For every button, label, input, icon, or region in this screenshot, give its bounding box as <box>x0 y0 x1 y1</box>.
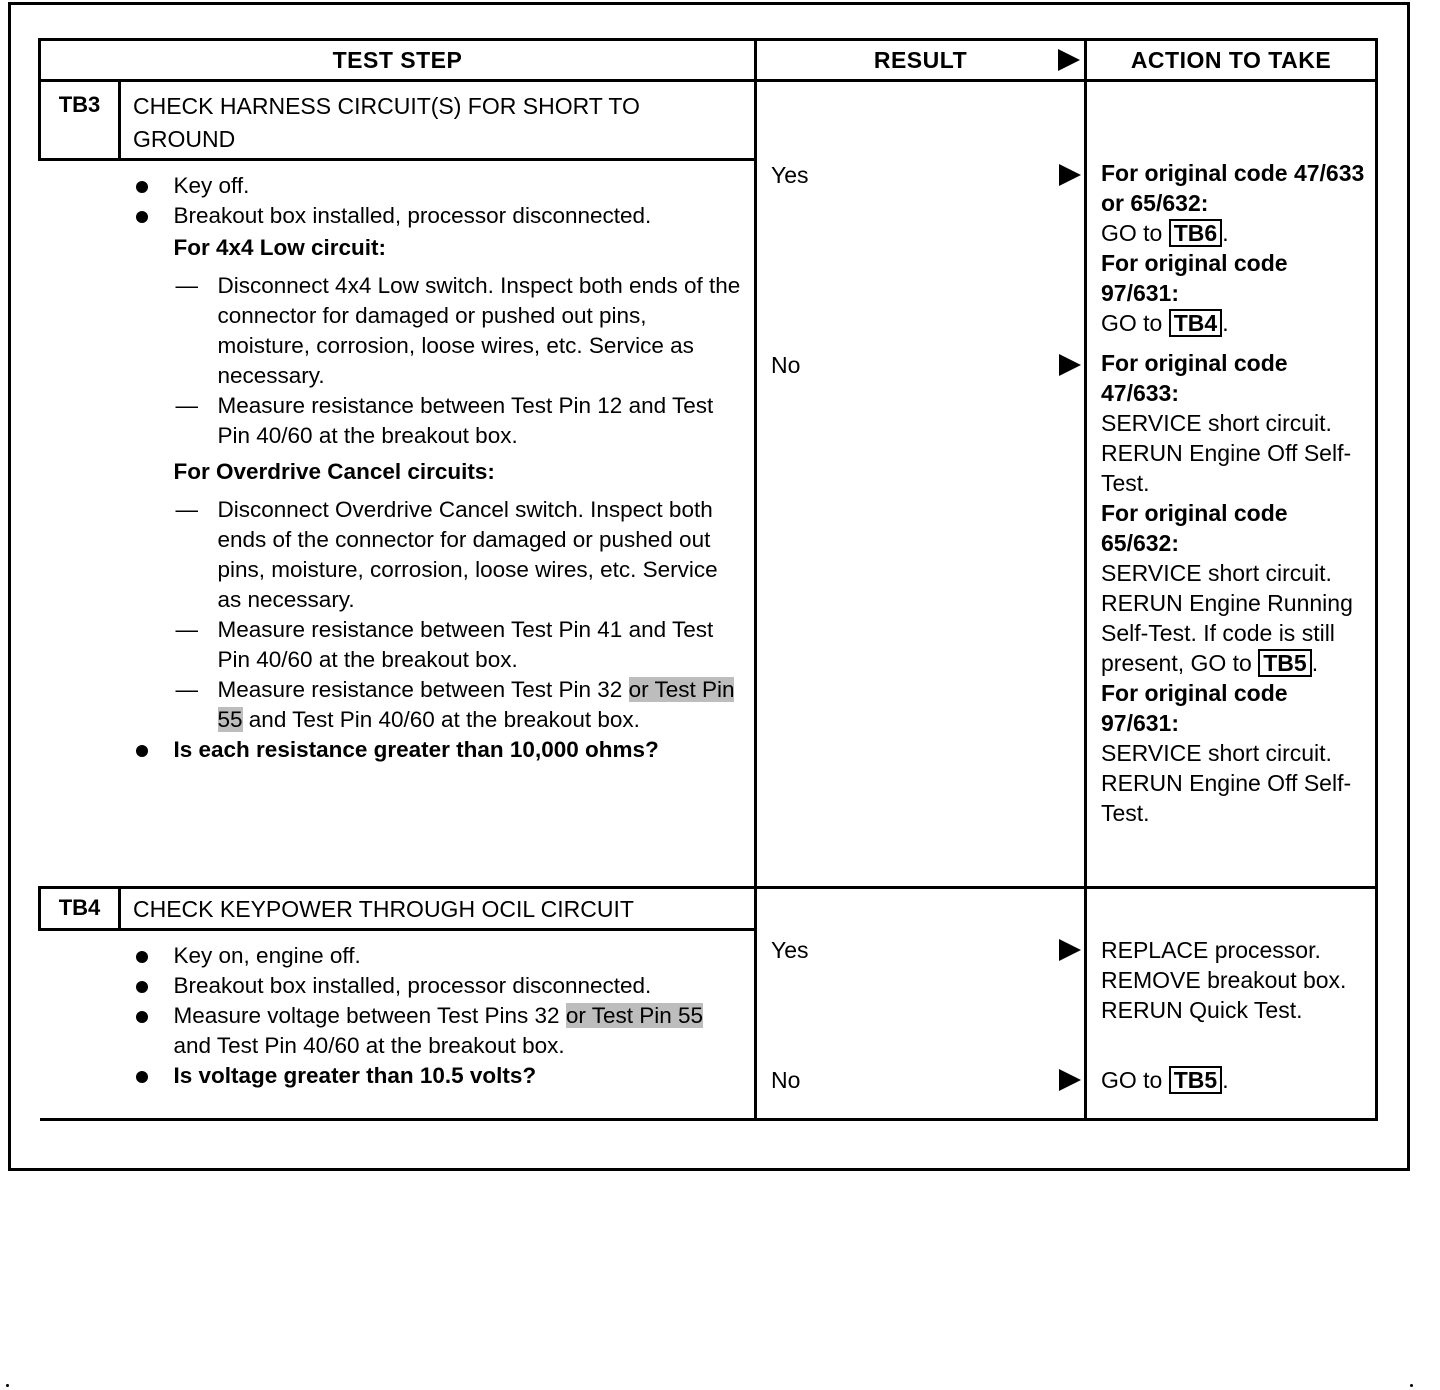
tb3-dash-2: — Measure resistance between Test Pin 12 and Test Pin 40/60 at the breakout box. <box>40 391 745 451</box>
tb3-no-c-head: For original code 97/631: <box>1101 680 1288 736</box>
tb4-step-id: TB4 <box>40 888 120 930</box>
arrow-right-icon <box>1059 1069 1081 1091</box>
tb3-no-a-head: For original code 47/633: <box>1101 350 1288 406</box>
tb3-dash-4: — Measure resistance between Test Pin 41 and Test Pin 40/60 at the breakout box. <box>40 615 745 675</box>
header-row <box>40 40 1377 81</box>
tb3-result-cell <box>756 81 1086 888</box>
header-result-label: RESULT <box>873 46 968 73</box>
tb4-no-action: GO to TB5 . <box>1101 1067 1229 1093</box>
tb3-step-title: CHECK HARNESS CIRCUIT(S) FOR SHORT TO GROUND <box>120 81 756 160</box>
tb3-bullet-1: Key off. <box>40 171 745 201</box>
tb4-bullet-3-a: Measure voltage between Test Pins 32 <box>173 1003 560 1028</box>
tb4-step-title: CHECK KEYPOWER THROUGH OCIL CIRCUIT <box>120 888 756 930</box>
tb4-step-body <box>40 930 756 1120</box>
tb3-no-action <box>1101 348 1371 828</box>
tb3-result-no-label: No <box>771 352 801 378</box>
go-to-text: GO to <box>1101 1067 1163 1093</box>
diagnostic-table <box>38 38 1378 1121</box>
scan-speck <box>6 1384 9 1387</box>
tb3-dash-1: — Disconnect 4x4 Low switch. Inspect both ends of the connector for damaged or pushed out pins, moisture, corrosion, loose wires, etc. Service as necessary. <box>40 271 745 391</box>
tb4-result-no-label: No <box>771 1067 801 1093</box>
tb5-reference[interactable]: TB5 <box>1169 1066 1222 1094</box>
tb3-result-yes-label: Yes <box>771 162 809 188</box>
tb3-action-cell <box>1086 81 1377 888</box>
tb3-subhead-overdrive: For Overdrive Cancel circuits: <box>173 459 495 484</box>
tb3-no-a-text: SERVICE short circuit. RERUN Engine Off Self-Test. <box>1101 410 1352 496</box>
tb5-reference[interactable]: TB5 <box>1258 649 1311 677</box>
tb3-no-b-body: SERVICE short circuit. RERUN Engine Running Self-Test. If code is still present, GO to <box>1101 560 1353 676</box>
tb4-bullet-3-shaded: or Test Pin 55 <box>565 1003 704 1028</box>
tb3-no-b-head: For original code 65/632: <box>1101 500 1288 556</box>
tb3-dash-5 <box>40 675 745 735</box>
tb3-bullet-2: Breakout box installed, processor disconnected. <box>40 201 745 231</box>
header-test-step: TEST STEP <box>40 40 756 81</box>
tb3-step-body <box>40 160 756 888</box>
go-to-text: GO to <box>1101 220 1163 246</box>
tb4-result-yes <box>771 937 809 964</box>
tb3-yes-action <box>1101 158 1371 338</box>
tb4-bullet-2: Breakout box installed, processor disconnected. <box>40 971 745 1001</box>
tb4-title-row <box>40 888 1377 930</box>
tb3-title-row <box>40 81 1377 160</box>
tb4-bullet-1: Key on, engine off. <box>40 941 745 971</box>
tb3-subhead-4x4: For 4x4 Low circuit: <box>173 235 387 260</box>
header-action: ACTION TO TAKE <box>1086 40 1377 81</box>
tb6-reference[interactable]: TB6 <box>1169 219 1222 247</box>
tb4-reference[interactable]: TB4 <box>1169 309 1222 337</box>
arrow-right-icon <box>1058 49 1080 71</box>
tb4-yes-action: REPLACE processor. REMOVE breakout box. RERUN Quick Test. <box>1101 937 1347 1023</box>
scan-speck <box>1410 1384 1413 1387</box>
tb4-bullet-3 <box>40 1001 745 1061</box>
tb3-dash-5-b: and Test Pin 40/60 at the breakout box. <box>248 707 640 732</box>
tb4-bullet-3-b: and Test Pin 40/60 at the breakout box. <box>173 1033 565 1058</box>
tb3-no-b-text: SERVICE short circuit. RERUN Engine Running Self-Test. If code is still present, GO to TB5 . <box>1101 560 1353 676</box>
tb3-dash-5-a: Measure resistance between Test Pin 32 <box>217 677 623 702</box>
tb3-question: Is each resistance greater than 10,000 ohms? <box>40 735 745 765</box>
arrow-right-icon <box>1059 164 1081 186</box>
tb4-result-cell <box>756 888 1086 1120</box>
tb3-yes-b-head: For original code 97/631: <box>1101 250 1288 306</box>
tb4-result-no <box>771 1067 800 1094</box>
tb3-no-c-text: SERVICE short circuit. RERUN Engine Off Self-Test. <box>1101 740 1352 826</box>
go-to-text: GO to <box>1101 310 1163 336</box>
tb3-dash-3: — Disconnect Overdrive Cancel switch. Inspect both ends of the connector for damaged or pushed out pins, moisture, corrosion, loose wires, etc. Service as necessary. <box>40 495 745 615</box>
header-result <box>756 40 1086 81</box>
tb3-dash-5-shaded: or Test Pin 55 <box>217 677 735 732</box>
arrow-right-icon <box>1059 354 1081 376</box>
tb3-step-id: TB3 <box>40 81 120 160</box>
tb3-yes-a-head: For original code 47/633 or 65/632: <box>1101 160 1365 216</box>
arrow-right-icon <box>1059 939 1081 961</box>
tb4-action-cell <box>1086 888 1377 1120</box>
tb3-yes-a-go: GO to TB6 . <box>1101 220 1229 246</box>
tb4-question: Is voltage greater than 10.5 volts? <box>40 1061 745 1091</box>
tb3-yes-b-go: GO to TB4 . <box>1101 310 1229 336</box>
tb4-result-yes-label: Yes <box>771 937 809 963</box>
tb3-result-yes <box>771 162 809 189</box>
tb3-result-no <box>771 352 800 379</box>
